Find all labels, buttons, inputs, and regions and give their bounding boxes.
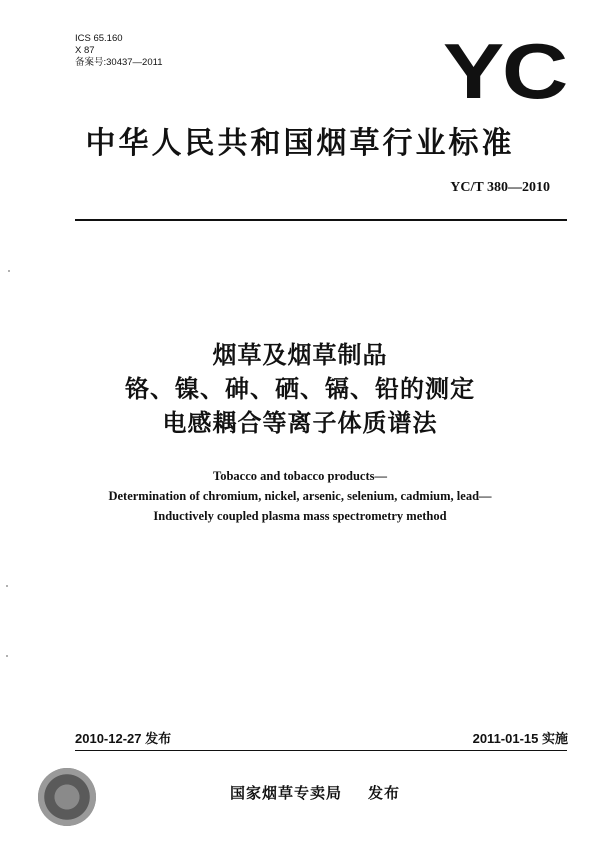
implement-date: 2011-01-15 实施 — [472, 731, 568, 746]
title-en-line3: Inductively coupled plasma mass spectrometry method — [153, 509, 447, 523]
standard-org-title: 中华人民共和国烟草行业标准 — [85, 126, 515, 161]
title-en-line1: Tobacco and tobacco products— — [213, 469, 387, 483]
official-seal — [38, 768, 96, 826]
category-code: X 87 — [75, 45, 95, 56]
record-number: 备案号:30437—2011 — [75, 57, 163, 68]
header-divider — [75, 219, 567, 221]
title-cn-line1: 烟草及烟草制品 — [212, 341, 388, 369]
title-cn-line2: 铬、镍、砷、硒、镉、铅的测定 — [125, 375, 475, 403]
scan-speck — [6, 655, 8, 657]
yc-logo: YC — [442, 27, 566, 115]
issuer-action: 发布 — [368, 784, 401, 802]
issuer-line — [230, 782, 400, 803]
publish-date: 2010-12-27 发布 — [75, 731, 172, 746]
ics-code: ICS 65.160 — [75, 33, 123, 44]
standard-number: YC/T 380—2010 — [450, 180, 550, 195]
classification-block — [75, 33, 163, 69]
scan-speck — [8, 270, 10, 272]
scan-speck — [6, 585, 8, 587]
title-cn-line3: 电感耦合等离子体质谱法 — [162, 409, 438, 437]
issuer-name: 国家烟草专卖局 — [230, 784, 343, 802]
title-en-line2: Determination of chromium, nickel, arsenic, selenium, cadmium, lead— — [108, 489, 492, 503]
footer-divider — [75, 750, 567, 751]
